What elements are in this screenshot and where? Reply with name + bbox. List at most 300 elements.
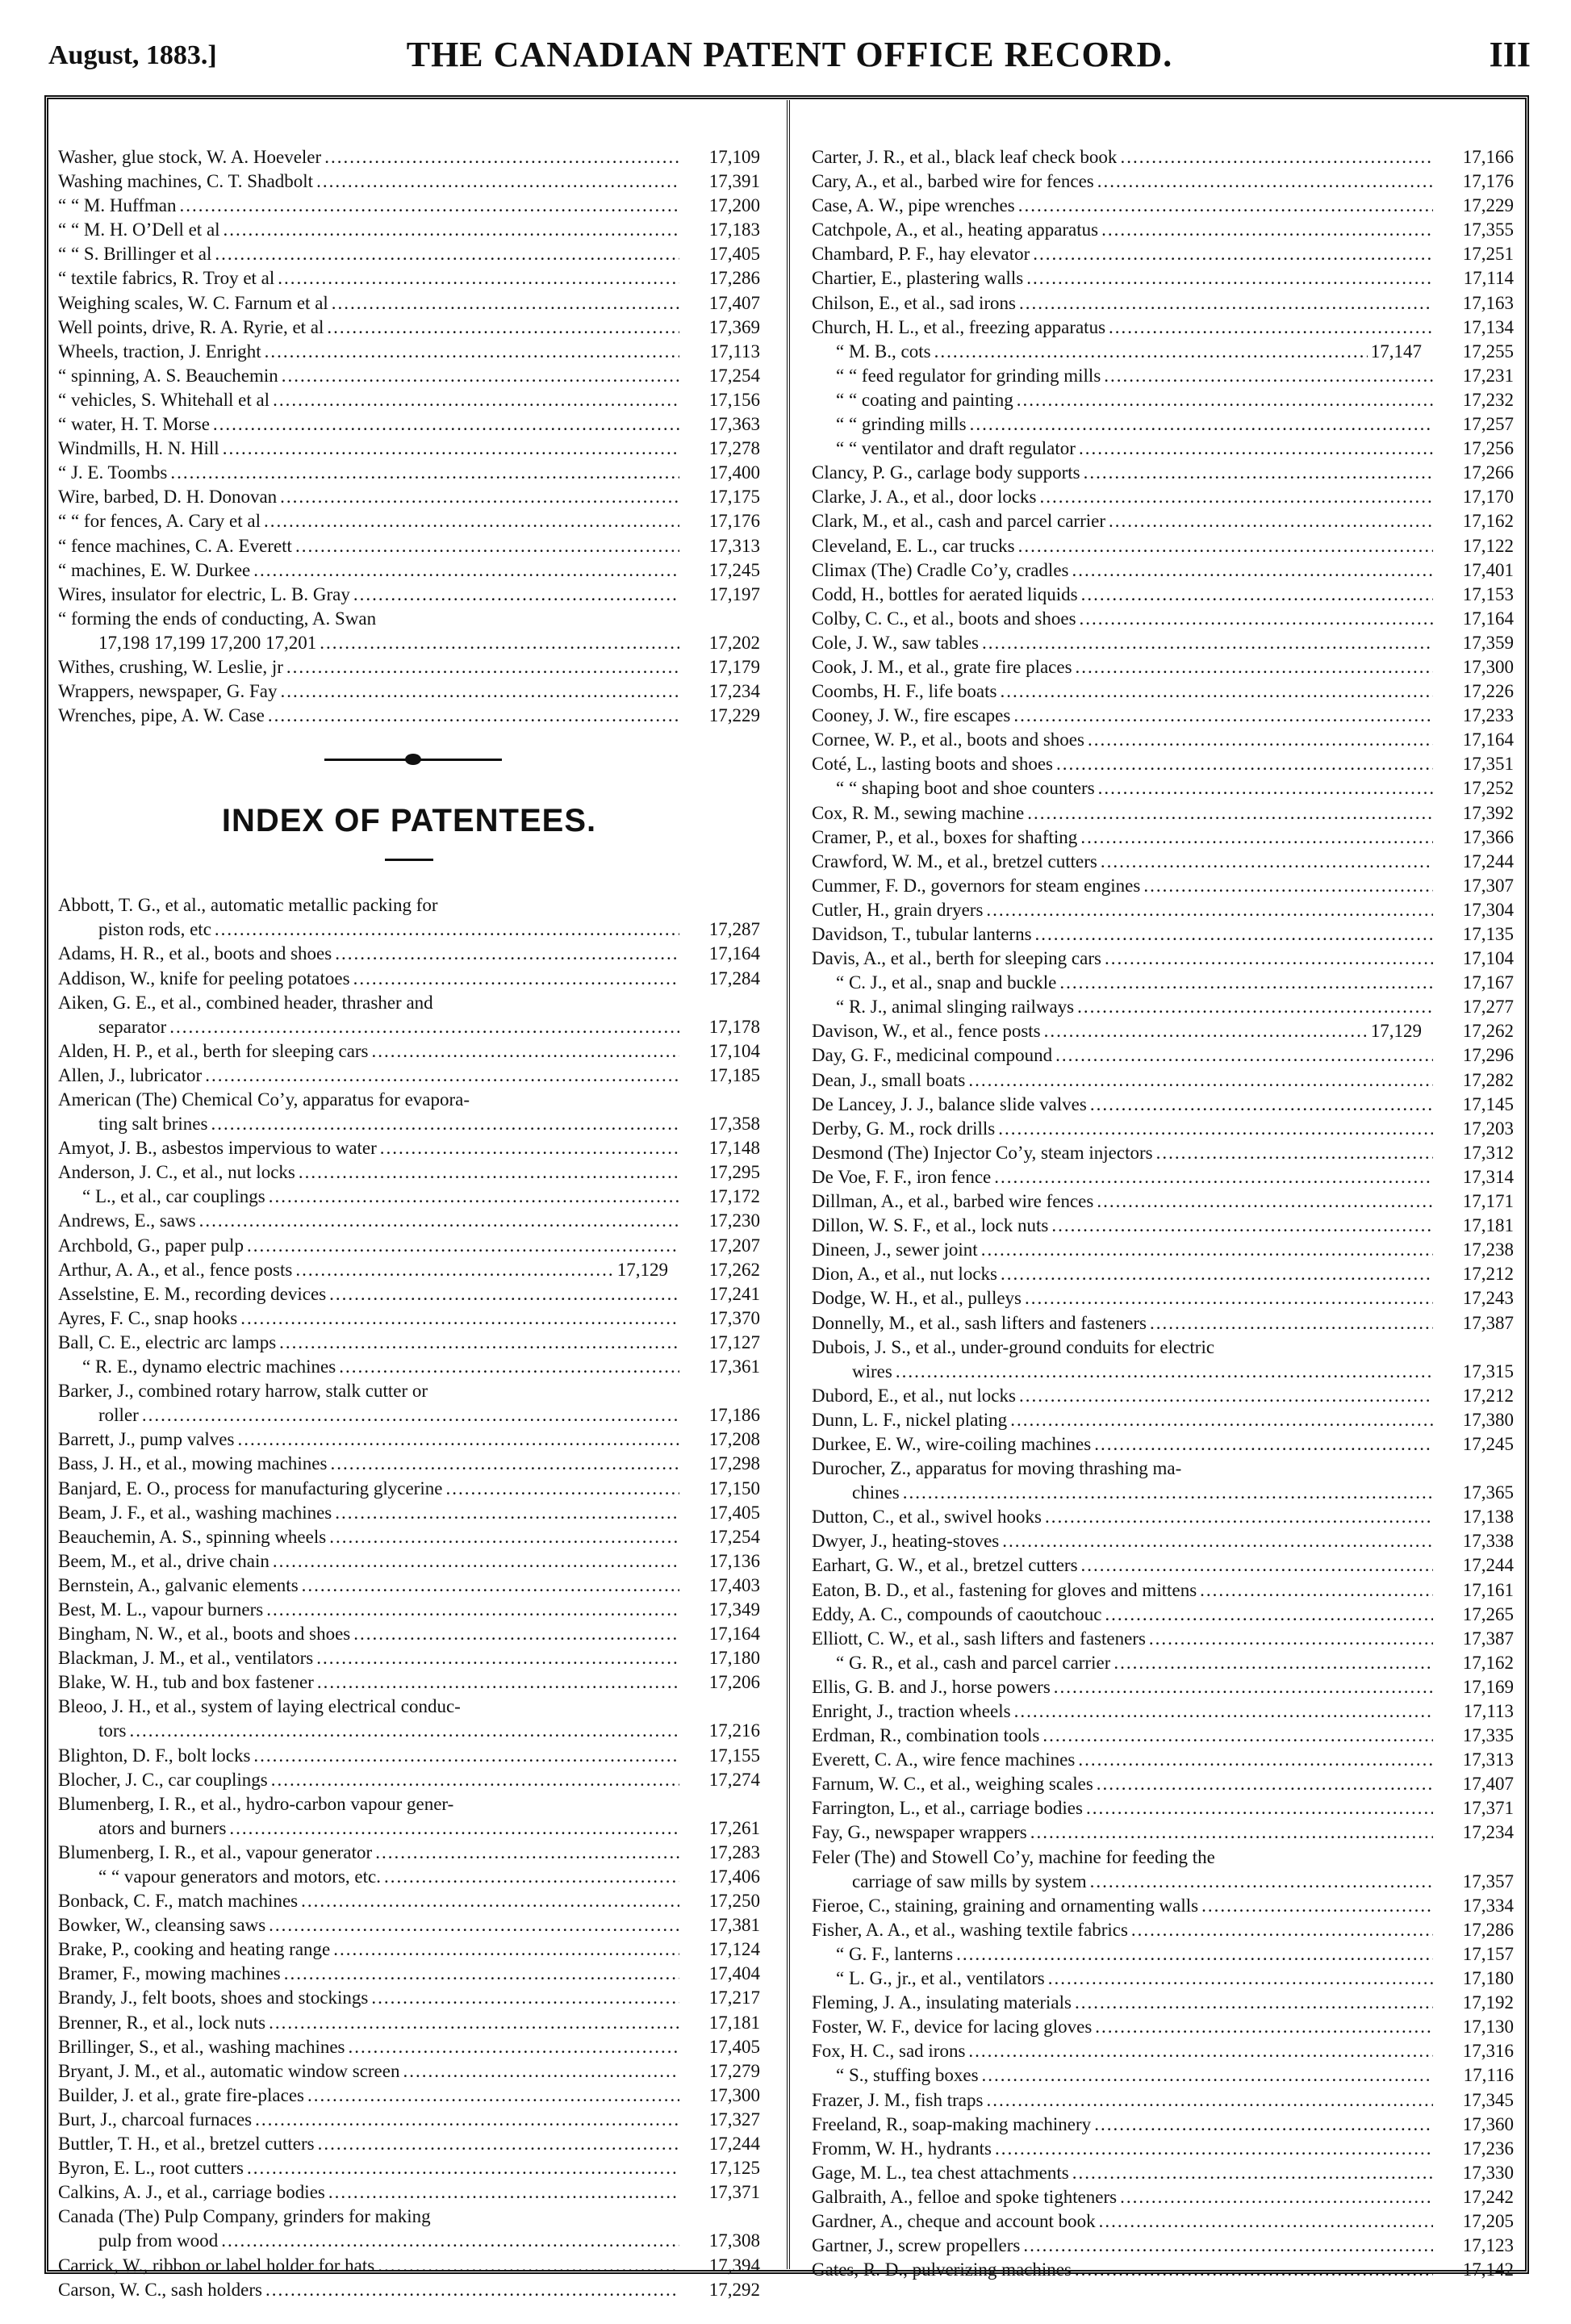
index-entry (812, 1286, 1514, 1310)
leader-dots (1080, 826, 1433, 850)
patent-number: 17,197 (708, 583, 760, 604)
patent-number: 17,392 (1462, 802, 1514, 823)
entry-text: Derby, G. M., rock drills (812, 1118, 996, 1139)
entry-text: Fieroe, C., staining, graining and ornamenting walls (812, 1895, 1199, 1916)
leader-dots (1120, 2185, 1433, 2209)
index-entry (58, 266, 760, 290)
patent-number: 17,232 (1462, 389, 1514, 410)
entry-text: Dean, J., small boats (812, 1069, 966, 1090)
entry-text: Abbott, T. G., et al., automatic metallic packing for (58, 895, 438, 916)
patent-number: 17,155 (708, 1745, 760, 1766)
entry-text: Carter, J. R., et al., black leaf check book (812, 147, 1118, 167)
entry-text: Gartner, J., screw propellers (812, 2235, 1021, 2256)
patent-number: 17,162 (1462, 511, 1514, 532)
entry-text: “ L., et al., car couplings (82, 1186, 265, 1207)
entry-text: Ball, C. E., electric arc lamps (58, 1331, 277, 1352)
patent-number: 17,313 (1462, 1749, 1514, 1770)
patent-number: 17,142 (1462, 2259, 1514, 2280)
patent-number: 17,207 (708, 1235, 760, 1256)
entry-text: “ spinning, A. S. Beauchemin (58, 365, 278, 386)
index-entry (58, 1379, 760, 1403)
patent-number: 17,212 (1462, 1385, 1514, 1406)
patent-number: 17,335 (1462, 1725, 1514, 1746)
index-entry (812, 1189, 1514, 1214)
index-entry (812, 1845, 1514, 1870)
leader-dots (1014, 1699, 1433, 1724)
entry-text: Carson, W. C., sash holders (58, 2279, 262, 2300)
entry-text: roller (98, 1405, 139, 1426)
entry-text: carriage of saw mills by system (852, 1870, 1087, 1891)
patent-number: 17,327 (708, 2109, 760, 2130)
patent-number: 17,371 (1462, 1798, 1514, 1819)
entry-text: Cleveland, E. L., car trucks (812, 535, 1015, 556)
leader-dots (339, 1355, 679, 1379)
index-entry (812, 1748, 1514, 1772)
leader-dots (302, 1574, 679, 1598)
leader-dots (982, 2063, 1433, 2088)
leader-dots (1113, 1651, 1433, 1675)
leader-dots (329, 1525, 679, 1549)
patent-number: 17,167 (1462, 972, 1514, 993)
leader-dots (353, 583, 679, 607)
entry-text: Coté, L., lasting boots and shoes (812, 754, 1053, 775)
entry-text: “ “ M. H. O’Dell et al (58, 219, 220, 240)
leader-dots (142, 1403, 679, 1427)
entry-text: Cook, J. M., et al., grate fire places (812, 656, 1072, 677)
patent-number: 17,361 (708, 1356, 760, 1377)
patent-number: 17,405 (708, 2036, 760, 2057)
entry-text: Burt, J., charcoal furnaces (58, 2109, 253, 2130)
patent-number: 17,387 (1462, 1628, 1514, 1649)
index-entry (58, 1064, 760, 1088)
index-entry (812, 583, 1514, 607)
index-entry (812, 1432, 1514, 1457)
patent-number: 17,357 (1462, 1870, 1514, 1891)
entry-text: Bingham, N. W., et al., boots and shoes (58, 1624, 351, 1645)
leader-dots (349, 2035, 679, 2059)
index-entry (812, 801, 1514, 826)
leader-dots (299, 1160, 679, 1185)
patent-number: 17,176 (708, 511, 760, 532)
patent-number: 17,125 (708, 2158, 760, 2179)
patent-number: 17,230 (708, 1210, 760, 1231)
leader-dots (1097, 1189, 1433, 1214)
entry-text: Bleoo, J. H., et al., system of laying electrical conduc- (58, 1696, 461, 1717)
index-entry (812, 874, 1514, 898)
patent-number: 17,208 (708, 1429, 760, 1450)
right-column (812, 145, 1514, 2282)
entry-text: Colby, C. C., et al., boots and shoes (812, 608, 1076, 629)
index-entry (58, 583, 760, 607)
patent-number: 17,254 (708, 365, 760, 386)
patent-number: 17,265 (1462, 1603, 1514, 1624)
entry-text: Blake, W. H., tub and box fastener (58, 1672, 314, 1693)
index-entry (812, 145, 1514, 169)
index-entry (58, 2229, 760, 2253)
entry-text: Fleming, J. A., insulating materials (812, 1992, 1072, 2013)
leader-dots (169, 1015, 679, 1039)
leader-dots (1019, 1384, 1433, 1408)
leader-dots (968, 2039, 1433, 2063)
index-entry (58, 967, 760, 991)
index-entry (58, 917, 760, 942)
leader-dots (265, 340, 679, 364)
patent-number: 17,216 (708, 1720, 760, 1741)
leader-dots (1156, 1141, 1433, 1165)
leader-dots (982, 631, 1433, 655)
subject-index-continuation (58, 145, 760, 728)
index-entry (58, 1331, 760, 1355)
index-entry (58, 1136, 760, 1160)
patent-number: 17,359 (1462, 632, 1514, 653)
leader-dots (1044, 1019, 1368, 1043)
index-entry (58, 1889, 760, 1913)
index-entry (58, 461, 760, 485)
leader-dots (968, 1068, 1433, 1093)
leader-dots (1081, 1553, 1433, 1578)
leader-dots (1101, 850, 1433, 874)
leader-dots (1054, 1675, 1433, 1699)
leader-dots (1076, 655, 1433, 679)
patent-number: 17,355 (1462, 219, 1514, 240)
leader-dots (1027, 801, 1433, 826)
entry-text: Davison, W., et al., fence posts (812, 1021, 1041, 1042)
index-entry (58, 1355, 760, 1379)
patent-number: 17,307 (1462, 875, 1514, 896)
entry-text: Cramer, P., et al., boxes for shafting (812, 826, 1078, 847)
additional-patent-number: 17,147 (1370, 341, 1422, 362)
patent-number: 17,136 (708, 1550, 760, 1571)
patent-number: 17,229 (1462, 195, 1514, 216)
entry-text: “ R. J., animal slinging railways (836, 997, 1075, 1018)
entry-text: “ water, H. T. Morse (58, 414, 210, 435)
patent-number: 17,236 (1462, 2138, 1514, 2159)
patent-number: 17,244 (1462, 1555, 1514, 1576)
heading-rule (385, 859, 433, 861)
patent-number: 17,366 (1462, 826, 1514, 847)
index-entry (58, 655, 760, 679)
leader-dots (1018, 534, 1433, 558)
index-entry (812, 1238, 1514, 1262)
leader-dots (130, 1719, 680, 1743)
entry-text: “ “ M. Huffman (58, 195, 177, 216)
patent-number: 17,405 (708, 244, 760, 265)
leader-dots (998, 1117, 1433, 1141)
leader-dots (295, 534, 679, 558)
patent-number: 17,156 (708, 389, 760, 410)
leader-dots (215, 242, 679, 266)
leader-dots (240, 1306, 679, 1331)
leader-dots (903, 1481, 1433, 1505)
leader-dots (1120, 145, 1433, 169)
leader-dots (1059, 971, 1433, 995)
entry-text: Builder, J. et al., grate fire-places (58, 2084, 304, 2105)
leader-dots (1045, 1505, 1433, 1529)
patent-number: 17,150 (708, 1478, 760, 1498)
index-entry (58, 1258, 760, 1282)
issue-date: August, 1883.] (48, 40, 217, 70)
index-entry (58, 704, 760, 728)
leader-dots (211, 1112, 679, 1136)
patent-number: 17,406 (708, 1866, 760, 1887)
index-entry (812, 679, 1514, 704)
index-entry (812, 1408, 1514, 1432)
leader-dots (316, 169, 679, 194)
index-entry (812, 1578, 1514, 1603)
leader-dots (1056, 752, 1433, 776)
index-entry (58, 1160, 760, 1185)
index-entry (58, 991, 760, 1015)
patent-number: 17,157 (1462, 1943, 1514, 1964)
patent-number: 17,308 (708, 2230, 760, 2251)
index-entry (812, 2015, 1514, 2039)
patent-number: 17,371 (708, 2182, 760, 2203)
index-entry (58, 607, 760, 631)
index-entry (812, 776, 1514, 800)
leader-dots (1077, 995, 1433, 1019)
patent-number: 17,286 (708, 268, 760, 289)
patent-number: 17,172 (708, 1186, 760, 1207)
index-entry (812, 947, 1514, 971)
patent-number: 17,300 (1462, 656, 1514, 677)
index-entry (58, 2278, 760, 2302)
patent-number: 17,365 (1462, 1482, 1514, 1503)
leader-dots (247, 1234, 679, 1258)
entry-text: American (The) Chemical Co’y, apparatus for evapora- (58, 1089, 470, 1110)
leader-dots (335, 1501, 679, 1525)
entry-text: Dunn, L. F., nickel plating (812, 1409, 1008, 1430)
patent-number: 17,113 (1463, 1701, 1514, 1721)
leader-dots (1079, 437, 1433, 461)
leader-dots (445, 1477, 679, 1501)
leader-dots (956, 1942, 1433, 1967)
patent-number: 17,186 (708, 1405, 760, 1426)
patent-number: 17,391 (708, 171, 760, 192)
index-entry (58, 412, 760, 437)
index-entry (812, 1384, 1514, 1408)
patent-number: 17,134 (1462, 316, 1514, 337)
index-entry (812, 971, 1514, 995)
leader-dots (1109, 316, 1433, 340)
patent-number: 17,315 (1462, 1361, 1514, 1381)
index-entry (58, 291, 760, 316)
entry-text: Dineen, J., sewer joint (812, 1239, 978, 1260)
leader-dots (1101, 218, 1433, 242)
index-entry (812, 850, 1514, 874)
index-entry (812, 364, 1514, 388)
patent-number: 17,122 (1462, 535, 1514, 556)
entry-text: Crawford, W. M., et al., bretzel cutters (812, 851, 1097, 872)
index-entry (58, 1234, 760, 1258)
patent-number: 17,238 (1462, 1239, 1514, 1260)
index-entry (812, 1214, 1514, 1238)
index-entry (58, 316, 760, 340)
patent-number: 17,404 (708, 1963, 760, 1984)
entry-text: Barrett, J., pump valves (58, 1429, 235, 1450)
patent-number: 17,266 (1462, 462, 1514, 483)
index-entry (58, 2205, 760, 2229)
leader-dots (318, 2132, 679, 2156)
index-entry (58, 509, 760, 533)
index-entry (812, 558, 1514, 583)
index-entry (812, 2185, 1514, 2209)
index-entry (58, 1403, 760, 1427)
patent-number: 17,226 (1462, 681, 1514, 702)
leader-dots (282, 364, 679, 388)
entry-text: De Voe, F. F., iron fence (812, 1166, 992, 1187)
patent-number: 17,262 (1462, 1021, 1514, 1042)
entry-text: Withes, crushing, W. Leslie, jr (58, 656, 283, 677)
leader-dots (1033, 242, 1433, 266)
ornament-flourish (405, 754, 421, 765)
entry-text: Durocher, Z., apparatus for moving thrashing ma- (812, 1458, 1182, 1479)
entry-text: “ fence machines, C. A. Everett (58, 535, 292, 556)
patent-number: 17,274 (708, 1769, 760, 1790)
leader-dots (213, 412, 679, 437)
leader-dots (1048, 1967, 1433, 1991)
entry-text: Aiken, G. E., et al., combined header, thrasher and (58, 992, 433, 1013)
leader-dots (986, 2088, 1433, 2113)
index-entry (812, 922, 1514, 947)
index-of-patentees-heading: INDEX OF PATENTEES. (221, 803, 597, 839)
leader-dots (284, 1962, 679, 1986)
entry-text: “ forming the ends of conducting, A. Swan (58, 608, 377, 629)
patent-number: 17,104 (708, 1040, 760, 1061)
index-entry (812, 2258, 1514, 2282)
index-entry (812, 461, 1514, 485)
leader-dots (327, 316, 679, 340)
leader-dots (896, 1360, 1433, 1384)
patent-number: 17,277 (1462, 997, 1514, 1018)
entry-text: Cary, A., et al., barbed wire for fences (812, 171, 1094, 192)
patent-number: 17,401 (1462, 559, 1514, 580)
leader-dots (994, 1165, 1433, 1189)
index-entry (812, 2113, 1514, 2137)
leader-dots (1002, 1529, 1433, 1553)
entry-text: Dubord, E., et al., nut locks (812, 1385, 1016, 1406)
leader-dots (384, 1865, 679, 1889)
leader-dots (1055, 1043, 1433, 1068)
entry-text: “ “ coating and painting (836, 389, 1013, 410)
entry-text: Washing machines, C. T. Shadbolt (58, 171, 314, 192)
patent-number: 17,282 (1462, 1069, 1514, 1090)
leader-dots (1109, 509, 1433, 533)
index-entry (58, 2156, 760, 2180)
index-entry (812, 194, 1514, 218)
patentee-index-right (812, 145, 1514, 2282)
leader-dots (1105, 1603, 1433, 1627)
index-entry (812, 218, 1514, 242)
entry-text: “ R. E., dynamo electric machines (82, 1356, 336, 1377)
entry-text: chines (852, 1482, 900, 1503)
patent-number: 17,164 (708, 943, 760, 964)
patent-number: 17,130 (1462, 2017, 1514, 2038)
entry-text: Church, H. L., et al., freezing apparatus (812, 316, 1106, 337)
index-entry (812, 995, 1514, 1019)
entry-text: Bernstein, A., galvanic elements (58, 1574, 299, 1595)
index-entry (812, 1870, 1514, 1894)
entry-text: “ C. J., et al., snap and buckle (836, 972, 1057, 993)
patent-number: 17,244 (708, 2134, 760, 2155)
leader-dots (1090, 1093, 1433, 1117)
index-entry (812, 1117, 1514, 1141)
entry-text: Donnelly, M., et al., sash lifters and fasteners (812, 1312, 1147, 1333)
index-entry (58, 1937, 760, 1962)
entry-text: Bramer, F., mowing machines (58, 1963, 281, 1984)
patent-number: 17,176 (1462, 171, 1514, 192)
entry-text: Washer, glue stock, W. A. Hoeveler (58, 147, 322, 167)
entry-text: ting salt brines (98, 1114, 208, 1135)
entry-text: Codd, H., bottles for aerated liquids (812, 583, 1078, 604)
patent-number: 17,135 (1462, 924, 1514, 944)
index-entry (58, 1549, 760, 1574)
entry-text: Day, G. F., medicinal compound (812, 1045, 1053, 1066)
patent-number: 17,370 (708, 1307, 760, 1328)
entry-text: Brake, P., cooking and heating range (58, 1939, 331, 1960)
entry-text: Eaton, B. D., et al., fastening for gloves and mittens (812, 1579, 1197, 1600)
entry-text: Freeland, R., soap-making machinery (812, 2113, 1092, 2134)
leader-dots (273, 1549, 679, 1574)
leader-dots (1094, 1432, 1433, 1457)
patent-number: 17,202 (708, 632, 760, 653)
index-entry (58, 1477, 760, 1501)
index-entry (812, 266, 1514, 290)
leader-dots (375, 1841, 679, 1865)
index-entry (812, 1093, 1514, 1117)
entry-text: Ellis, G. B. and J., horse powers (812, 1676, 1051, 1697)
patent-number: 17,262 (708, 1259, 760, 1280)
entry-text: Fromm, W. H., hydrants (812, 2138, 992, 2159)
patent-number: 17,251 (1462, 244, 1514, 265)
column-divider (787, 100, 790, 2269)
entry-text: Erdman, R., combination tools (812, 1725, 1040, 1746)
entry-text: Desmond (The) Injector Co’y, steam injectors (812, 1142, 1153, 1163)
entry-text: Foster, W. F., device for lacing gloves (812, 2017, 1093, 2038)
leader-dots (269, 1185, 679, 1209)
patent-number: 17,286 (1462, 1919, 1514, 1940)
patent-number: 17,257 (1462, 414, 1514, 435)
patent-number: 17,369 (708, 316, 760, 337)
index-entry (812, 1481, 1514, 1505)
index-entry (812, 1141, 1514, 1165)
entry-text: “ L. G., jr., et al., ventilators (836, 1968, 1045, 1989)
patent-number: 17,314 (1462, 1166, 1514, 1187)
entry-text: Coombs, H. F., life boats (812, 681, 997, 702)
entry-text: Fisher, A. A., et al., washing textile fabrics (812, 1919, 1128, 1940)
patent-number: 17,380 (1462, 1409, 1514, 1430)
entry-text: Gates, R. D., pulverizing machines (812, 2259, 1072, 2280)
index-entry (812, 1603, 1514, 1627)
index-entry (812, 1699, 1514, 1724)
entry-text: Amyot, J. B., asbestos impervious to water (58, 1138, 377, 1159)
index-entry (58, 534, 760, 558)
entry-text: Banjard, E. O., process for manufacturing glycerine (58, 1478, 443, 1498)
index-entry (58, 2011, 760, 2035)
index-entry (58, 942, 760, 966)
leader-dots (1078, 1748, 1433, 1772)
patent-number: 17,163 (1462, 292, 1514, 313)
leader-dots (269, 1913, 679, 1937)
entry-text: Blackman, J. M., et al., ventilators (58, 1648, 314, 1669)
index-entry (58, 1185, 760, 1209)
journal-title: THE CANADIAN PATENT OFFICE RECORD. (406, 35, 1173, 74)
entry-text: Dutton, C., et al., swivel hooks (812, 1507, 1042, 1528)
index-entry (812, 1675, 1514, 1699)
index-entry (58, 1306, 760, 1331)
patent-number: 17,363 (708, 414, 760, 435)
entry-text: “ “ ventilator and draft regulator (836, 438, 1076, 459)
leader-dots (380, 1136, 679, 1160)
